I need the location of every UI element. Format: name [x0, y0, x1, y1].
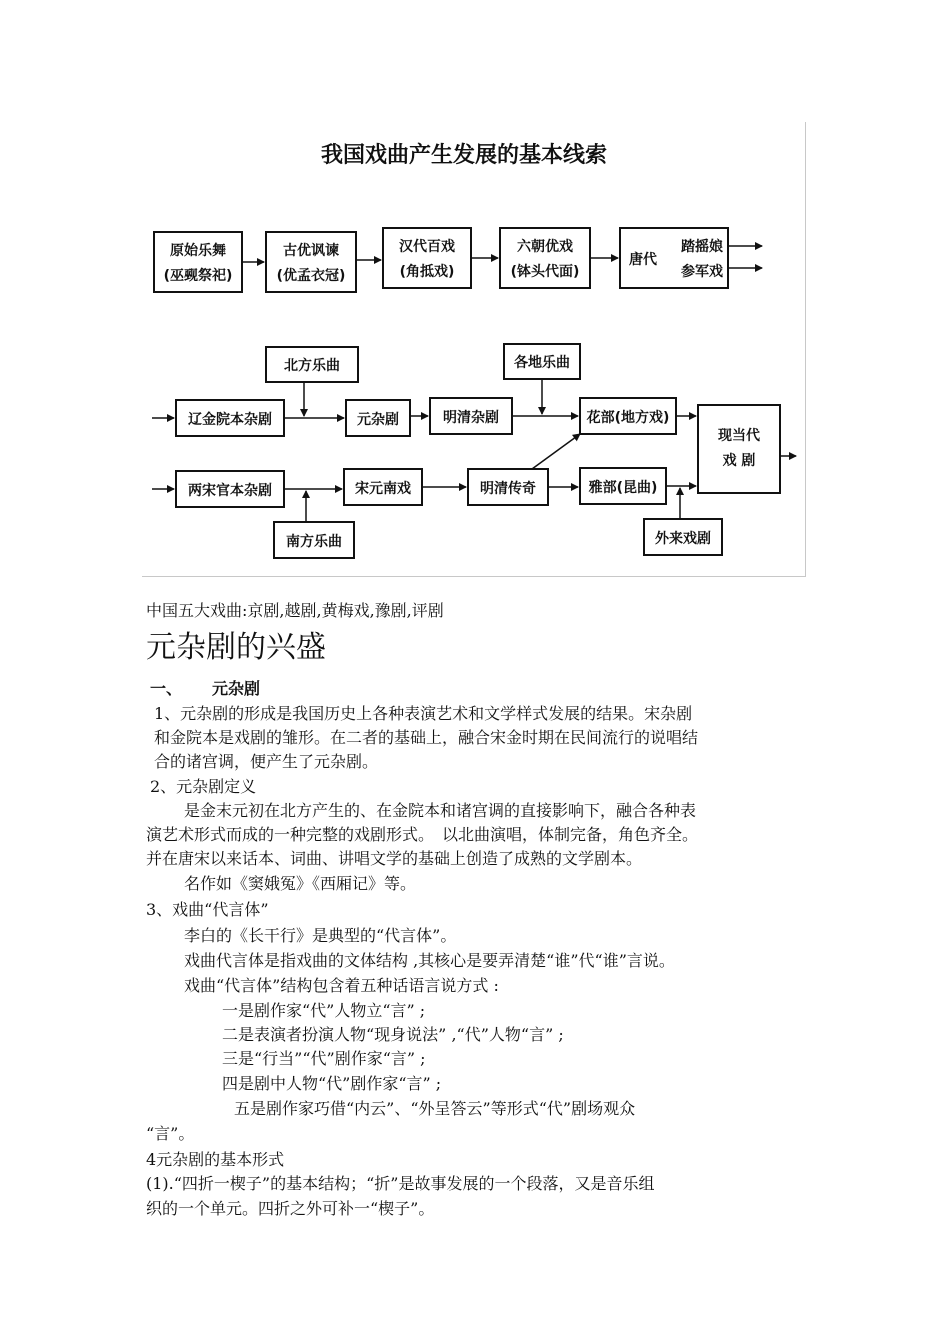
- box-liangsong: [176, 471, 284, 507]
- box-label: 元杂剧: [357, 412, 399, 428]
- box-modern-drama: [698, 405, 780, 493]
- box-sublabel: 戏 剧: [722, 453, 756, 469]
- para4-line1: (1).“四折一楔子”的基本结构；“折”是故事发展的一个段落，又是音乐组: [146, 1174, 655, 1193]
- diagram-title: 我国戏曲产生发展的基本线索: [320, 143, 608, 168]
- box-ancient-jester: [266, 232, 356, 292]
- box-label: 各地乐曲: [514, 355, 570, 371]
- box-songyuan: [344, 469, 422, 505]
- box-sublabel: (钵头代面): [510, 264, 580, 280]
- box-label: 北方乐曲: [284, 358, 340, 374]
- box-label: 明清传奇: [480, 481, 536, 497]
- box-mingqing-zaju: [430, 398, 512, 434]
- box-sublabel: 参军戏: [681, 264, 723, 280]
- para2-line3: 并在唐宋以来话本、词曲、讲唱文学的基础上创造了成熟的文学剧本。: [146, 849, 643, 868]
- box-north-music: [266, 347, 358, 382]
- para3-line1: 李白的《长干行》是典型的“代言体”。: [184, 926, 457, 945]
- speech-mode-5-line2: “言”。: [146, 1124, 195, 1143]
- para2-line2: 演艺术形式而成的一种完整的戏剧形式。 以北曲演唱，体制完备，角色齐全。: [146, 825, 699, 844]
- tang-era-label: 唐代: [629, 252, 657, 268]
- para2-line1: 是金末元初在北方产生的、在金院本和诸宫调的直接影响下，融合各种表: [184, 801, 697, 820]
- box-label: 古优讽谏: [283, 243, 339, 259]
- para4-title: 4元杂剧的基本形式: [146, 1150, 285, 1169]
- box-liaojin: [176, 400, 284, 436]
- five-operas-line: 中国五大戏曲:京剧,越剧,黄梅戏,豫剧,评剧: [146, 601, 444, 620]
- box-sublabel: (优孟衣冠): [276, 268, 346, 284]
- box-primitive-dance: [154, 232, 242, 292]
- para3-line2: 戏曲代言体是指戏曲的文体结构 ,其核心是要弄清楚“谁”代“谁”言说。: [184, 951, 675, 970]
- box-local-music: [504, 344, 580, 379]
- speech-mode-4: 四是剧中人物“代”剧作家“言” ;: [222, 1074, 442, 1093]
- para1-line3: 合的诸宫调，便产生了元杂剧。: [154, 752, 379, 771]
- page-heading: 元杂剧的兴盛: [146, 630, 326, 665]
- speech-mode-1: 一是剧作家“代”人物立“言” ;: [222, 1001, 426, 1020]
- speech-mode-2: 二是表演者扮演人物“现身说法” ,“代”人物“言” ;: [222, 1025, 564, 1044]
- box-label: 六朝优戏: [517, 239, 573, 255]
- box-six-dynasties: [500, 228, 590, 288]
- box-label: 雅部(昆曲): [588, 480, 658, 496]
- box-mingqing-chuanqi: [468, 469, 548, 505]
- para3-title: 3、戏曲“代言体”: [146, 900, 269, 919]
- box-label: 现当代: [718, 428, 760, 444]
- speech-mode-3: 三是“行当”“代”剧作家“言” ;: [222, 1049, 426, 1068]
- box-label: 宋元南戏: [355, 481, 411, 497]
- box-label: 外来戏剧: [655, 531, 711, 547]
- box-foreign-drama: [644, 519, 722, 555]
- para4-line2: 织的一个单元。四折之外可补一“楔子”。: [146, 1199, 435, 1218]
- box-huabu: [580, 398, 676, 434]
- arrow: [532, 434, 580, 469]
- para3-line3: 戏曲“代言体”结构包含着五种话语言说方式 :: [184, 976, 499, 995]
- box-south-music: [274, 522, 354, 558]
- speech-mode-5-line1: 五是剧作家巧借“内云”、“外呈答云”等形式“代”剧场观众: [234, 1099, 636, 1118]
- box-label: 踏摇娘: [681, 239, 723, 255]
- box-label: 花部(地方戏): [586, 410, 670, 426]
- box-yuan-zaju: [346, 400, 410, 436]
- box-sublabel: (角抵戏): [399, 264, 455, 280]
- diagram-frame: [142, 122, 806, 577]
- section-number: 一、: [150, 679, 183, 698]
- box-label: 明清杂剧: [443, 410, 499, 426]
- para2-line4: 名作如《窦娥冤》《西厢记》等。: [184, 874, 417, 893]
- para1-line1: 1、元杂剧的形成是我国历史上各种表演艺术和文学样式发展的结果。宋杂剧: [154, 704, 693, 723]
- box-yabu: [580, 468, 666, 504]
- box-label: 原始乐舞: [170, 243, 226, 259]
- para2-title: 2、元杂剧定义: [150, 777, 257, 796]
- section-title: 元杂剧: [212, 679, 261, 698]
- box-tang: [620, 228, 728, 288]
- box-han-baixi: [383, 228, 471, 288]
- box-sublabel: (巫觋祭祀): [163, 268, 233, 284]
- box-label: 辽金院本杂剧: [188, 412, 272, 428]
- para1-line2: 和金院本是戏剧的雏形。在二者的基础上，融合宋金时期在民间流行的说唱结: [154, 728, 699, 747]
- box-label: 两宋官本杂剧: [188, 483, 272, 499]
- box-label: 南方乐曲: [286, 534, 342, 550]
- opera-development-diagram: [142, 122, 806, 577]
- box-label: 汉代百戏: [399, 239, 455, 255]
- section-heading: [150, 676, 260, 699]
